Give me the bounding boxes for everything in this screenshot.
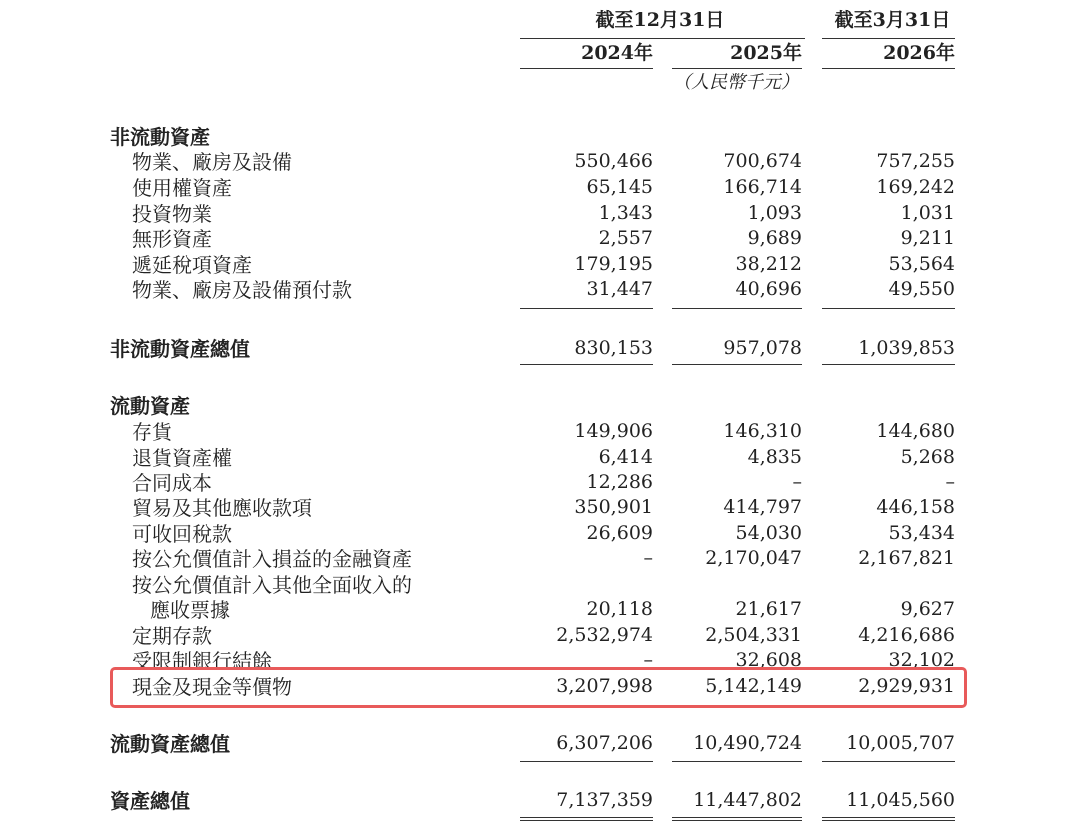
non_current-row-label: 投資物業	[132, 202, 212, 226]
current-row-label: 現金及現金等價物	[132, 675, 292, 699]
current-row-value: 20,118	[586, 598, 653, 620]
non_current-row-value: 65,145	[586, 176, 653, 198]
current-row-value: 2,167,821	[858, 547, 955, 569]
non_current-row-value: 53,564	[888, 253, 955, 275]
non_current-row-value: 757,255	[876, 150, 955, 172]
current-row-value: 350,901	[574, 496, 653, 518]
current-row-value: –	[643, 547, 653, 569]
grand-total-line	[822, 820, 955, 821]
grand-total-line	[672, 817, 802, 818]
non_current-row-value: 31,447	[586, 278, 653, 300]
subtotal-line	[822, 308, 955, 309]
year-header-2024: 2024年	[581, 42, 653, 64]
current-row-label: 按公允價值計入損益的金融資產	[132, 547, 412, 571]
total-label-current: 流動資產總值	[110, 732, 230, 756]
non_current-row-label: 使用權資產	[132, 176, 232, 200]
current-row-value: 146,310	[723, 420, 802, 442]
total-line	[520, 364, 653, 365]
current-row-value: 2,504,331	[705, 624, 802, 646]
subtotal-line	[672, 308, 802, 309]
non_current-row-label: 物業、廠房及設備	[132, 150, 292, 174]
current-row-label: 定期存款	[132, 624, 212, 648]
current-row-value: 9,627	[900, 598, 955, 620]
current-row-value: 2,929,931	[858, 675, 955, 697]
total-label-non-current: 非流動資產總值	[110, 337, 250, 361]
current-row-value: 54,030	[735, 522, 802, 544]
current-row-value: –	[945, 471, 955, 493]
current-row-value: 32,608	[735, 649, 802, 671]
non_current-row-value: 40,696	[735, 278, 802, 300]
year-header-2025: 2025年	[730, 42, 802, 64]
section-title-non-current: 非流動資產	[110, 125, 210, 149]
current-row-label: 貿易及其他應收款項	[132, 496, 312, 520]
highlight-box	[110, 667, 967, 708]
current-row-label: 存貨	[132, 420, 172, 444]
current-row-value: 5,268	[900, 446, 955, 468]
total-value-current-2026: 10,005,707	[846, 732, 955, 754]
non_current-row-value: 49,550	[888, 278, 955, 300]
non_current-row-value: 9,211	[900, 227, 955, 249]
non_current-row-value: 2,557	[598, 227, 653, 249]
non_current-row-value: 700,674	[723, 150, 802, 172]
current-row-value: –	[643, 649, 653, 671]
non_current-row-value: 1,093	[747, 202, 802, 224]
current-row-value: 26,609	[586, 522, 653, 544]
current-row-label: 按公允價值計入其他全面收入的	[132, 573, 412, 597]
current-row-label: 合同成本	[132, 471, 212, 495]
total-line	[822, 364, 955, 365]
current-row-value: 5,142,149	[705, 675, 802, 697]
current-row-value: 144,680	[876, 420, 955, 442]
non_current-row-value: 38,212	[735, 253, 802, 275]
year-underline-2025	[672, 68, 802, 69]
grand-total-line	[672, 820, 802, 821]
total-value-current-2025: 10,490,724	[693, 732, 802, 754]
current-row-value: 53,434	[888, 522, 955, 544]
year-underline-2026	[822, 68, 955, 69]
grand-total-value-2026: 11,045,560	[846, 789, 955, 811]
non_current-row-value: 166,714	[723, 176, 802, 198]
non_current-row-value: 1,343	[598, 202, 653, 224]
grand-total-value-2024: 7,137,359	[556, 789, 653, 811]
non_current-row-value: 1,031	[900, 202, 955, 224]
current-row-label: 可收回稅款	[132, 522, 232, 546]
current-row-value: 12,286	[586, 471, 653, 493]
grand-total-line	[822, 817, 955, 818]
non_current-row-value: 169,242	[876, 176, 955, 198]
grand-total-label: 資產總值	[110, 789, 190, 813]
total-line	[672, 364, 802, 365]
section-title-current: 流動資產	[110, 394, 190, 418]
current-row-label: 退貨資產權	[132, 446, 232, 470]
period-underline-march	[822, 38, 955, 39]
current-row-value: 6,414	[598, 446, 653, 468]
current-row-value: 21,617	[735, 598, 802, 620]
current-row-label: 受限制銀行結餘	[132, 649, 272, 673]
grand-total-line	[520, 817, 653, 818]
subtotal-line	[520, 308, 653, 309]
current-row-value: 446,158	[876, 496, 955, 518]
year-underline-2024	[520, 68, 653, 69]
total-value-non-current-2026: 1,039,853	[858, 337, 955, 359]
period-header-march: 截至3月31日	[834, 9, 951, 31]
grand-total-line	[520, 820, 653, 821]
total-value-non-current-2024: 830,153	[574, 337, 653, 359]
current-row-value: 4,835	[747, 446, 802, 468]
non_current-row-value: 9,689	[747, 227, 802, 249]
current-row-label: 應收票據	[150, 598, 230, 622]
total-line	[520, 761, 653, 762]
current-row-value: 4,216,686	[858, 624, 955, 646]
total-line	[672, 761, 802, 762]
total-value-non-current-2025: 957,078	[723, 337, 802, 359]
total-line	[822, 761, 955, 762]
non_current-row-value: 550,466	[574, 150, 653, 172]
current-row-value: –	[792, 471, 802, 493]
grand-total-value-2025: 11,447,802	[693, 789, 802, 811]
total-value-current-2024: 6,307,206	[556, 732, 653, 754]
current-row-value: 414,797	[723, 496, 802, 518]
non_current-row-label: 遞延稅項資產	[132, 253, 252, 277]
current-row-value: 32,102	[888, 649, 955, 671]
non_current-row-value: 179,195	[574, 253, 653, 275]
period-underline-december	[520, 38, 805, 39]
current-row-value: 3,207,998	[556, 675, 653, 697]
non_current-row-label: 物業、廠房及設備預付款	[132, 278, 352, 302]
non_current-row-label: 無形資產	[132, 227, 212, 251]
current-row-value: 2,532,974	[556, 624, 653, 646]
current-row-value: 149,906	[574, 420, 653, 442]
year-header-2026: 2026年	[883, 42, 955, 64]
period-header-december: 截至12月31日	[595, 9, 725, 31]
unit-label: （人民幣千元）	[673, 72, 799, 93]
current-row-value: 2,170,047	[705, 547, 802, 569]
